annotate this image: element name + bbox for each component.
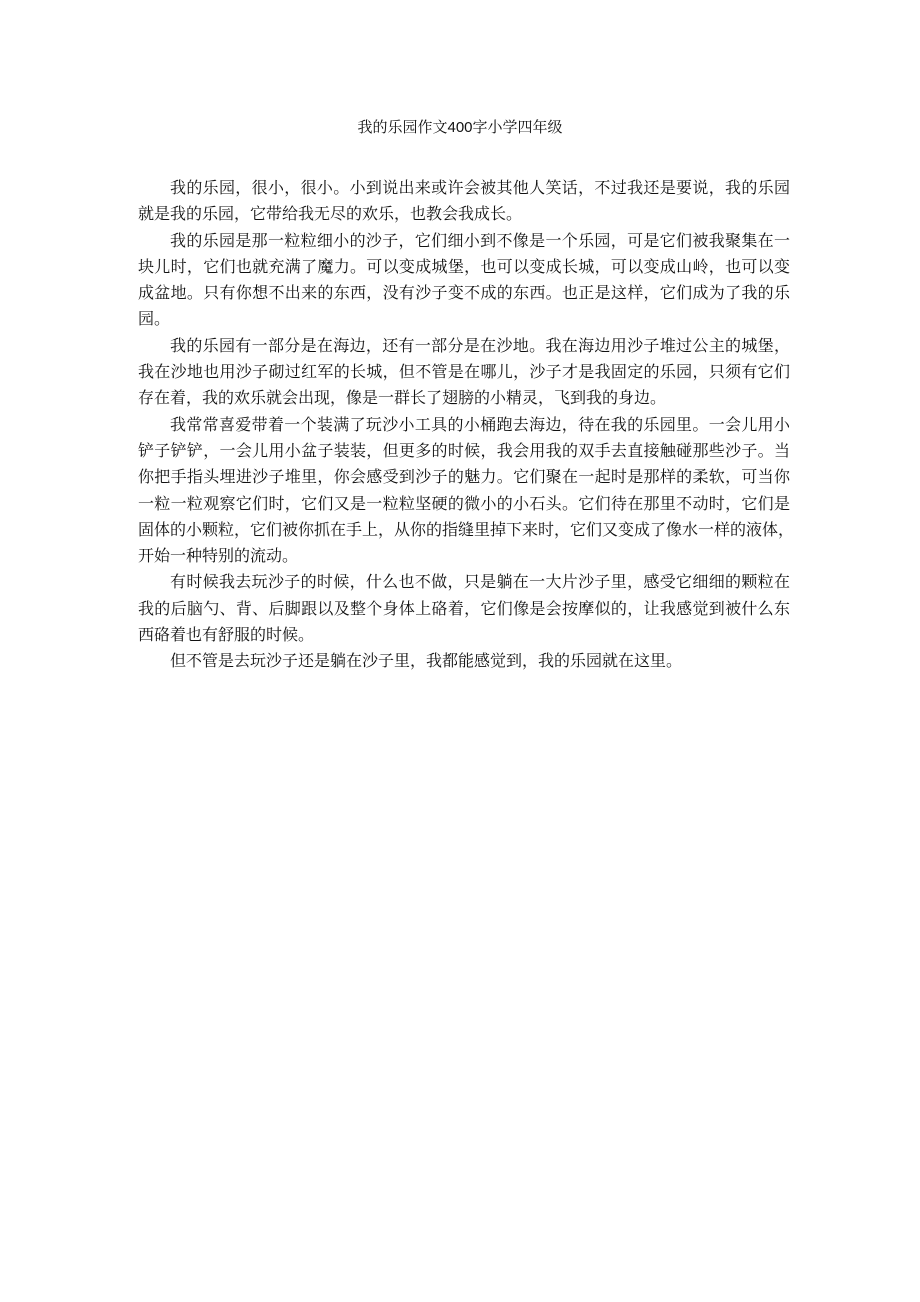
paragraph-line: 我的乐园是那一粒粒细小的沙子，它们细小到不像是一个乐园，可是它们被我聚集在一: [170, 230, 790, 250]
paragraph: [138, 412, 795, 570]
paragraph-line: 你把手指头埋进沙子堆里，你会感受到沙子的魅力。它们聚在一起时是那样的柔软，可当你: [138, 467, 790, 487]
paragraph: [138, 648, 790, 674]
paragraph-line: 一粒一粒观察它们时，它们又是一粒粒坚硬的微小的小石头。它们待在那里不动时，它们是: [138, 493, 790, 513]
paragraph-line: 西硌着也有舒服的时候。: [138, 625, 315, 645]
paragraph-line: 我的乐园有一部分是在海边，还有一部分是在沙地。我在海边用沙子堆过公主的城堡，: [170, 335, 790, 355]
paragraph-line: 存在着，我的欢乐就会出现，像是一群长了翅膀的小精灵，飞到我的身边。: [138, 388, 667, 408]
paragraph-line: 固体的小颗粒，它们被你抓在手上，从你的指缝里掉下来时，它们又变成了像水一样的液体，: [138, 519, 795, 539]
paragraph-line: 开始一种特别的流动。: [138, 546, 299, 566]
paragraph-line: 我的乐园，很小，很小。小到说出来或许会被其他人笑话，不过我还是要说，我的乐园: [170, 178, 790, 197]
paragraph-line: 但不管是去玩沙子还是躺在沙子里，我都能感觉到，我的乐园就在这里。: [170, 651, 683, 671]
paragraph: [138, 569, 790, 648]
paragraph-line: 我在沙地也用沙子砌过红军的长城，但不管是在哪儿，沙子才是我固定的乐园，只须有它们: [138, 362, 790, 382]
paragraph-line: 铲子铲铲，一会儿用小盆子装装，但更多的时候，我会用我的双手去直接触碰那些沙子。当: [138, 440, 790, 460]
paragraph-line: 就是我的乐园，它带给我无尽的欢乐，也教会我成长。: [138, 204, 523, 224]
paragraph-line: 块儿时，它们也就充满了魔力。可以变成城堡，也可以变成长城，可以变成山岭，也可以变: [138, 256, 790, 276]
paragraph-line: 园。: [138, 309, 171, 329]
paragraph-line: 有时候我去玩沙子的时候，什么也不做，只是躺在一大片沙子里，感受它细细的颗粒在: [170, 572, 790, 592]
paragraph-line: 我常常喜爱带着一个装满了玩沙小工具的小桶跑去海边，待在我的乐园里。一会儿用小: [170, 414, 790, 434]
paragraph: [138, 228, 790, 333]
paragraph: [138, 333, 790, 412]
paragraph-line: 成盆地。只有你想不出来的东西，没有沙子变不成的东西。也正是这样，它们成为了我的乐: [138, 283, 790, 303]
document-title: 我的乐园作文400字小学四年级: [357, 119, 563, 136]
document-body: [138, 175, 795, 675]
paragraph-line: 我的后脑勺、背、后脚跟以及整个身体上硌着，它们像是会按摩似的，让我感觉到被什么东: [138, 598, 790, 618]
paragraph: [138, 175, 790, 228]
